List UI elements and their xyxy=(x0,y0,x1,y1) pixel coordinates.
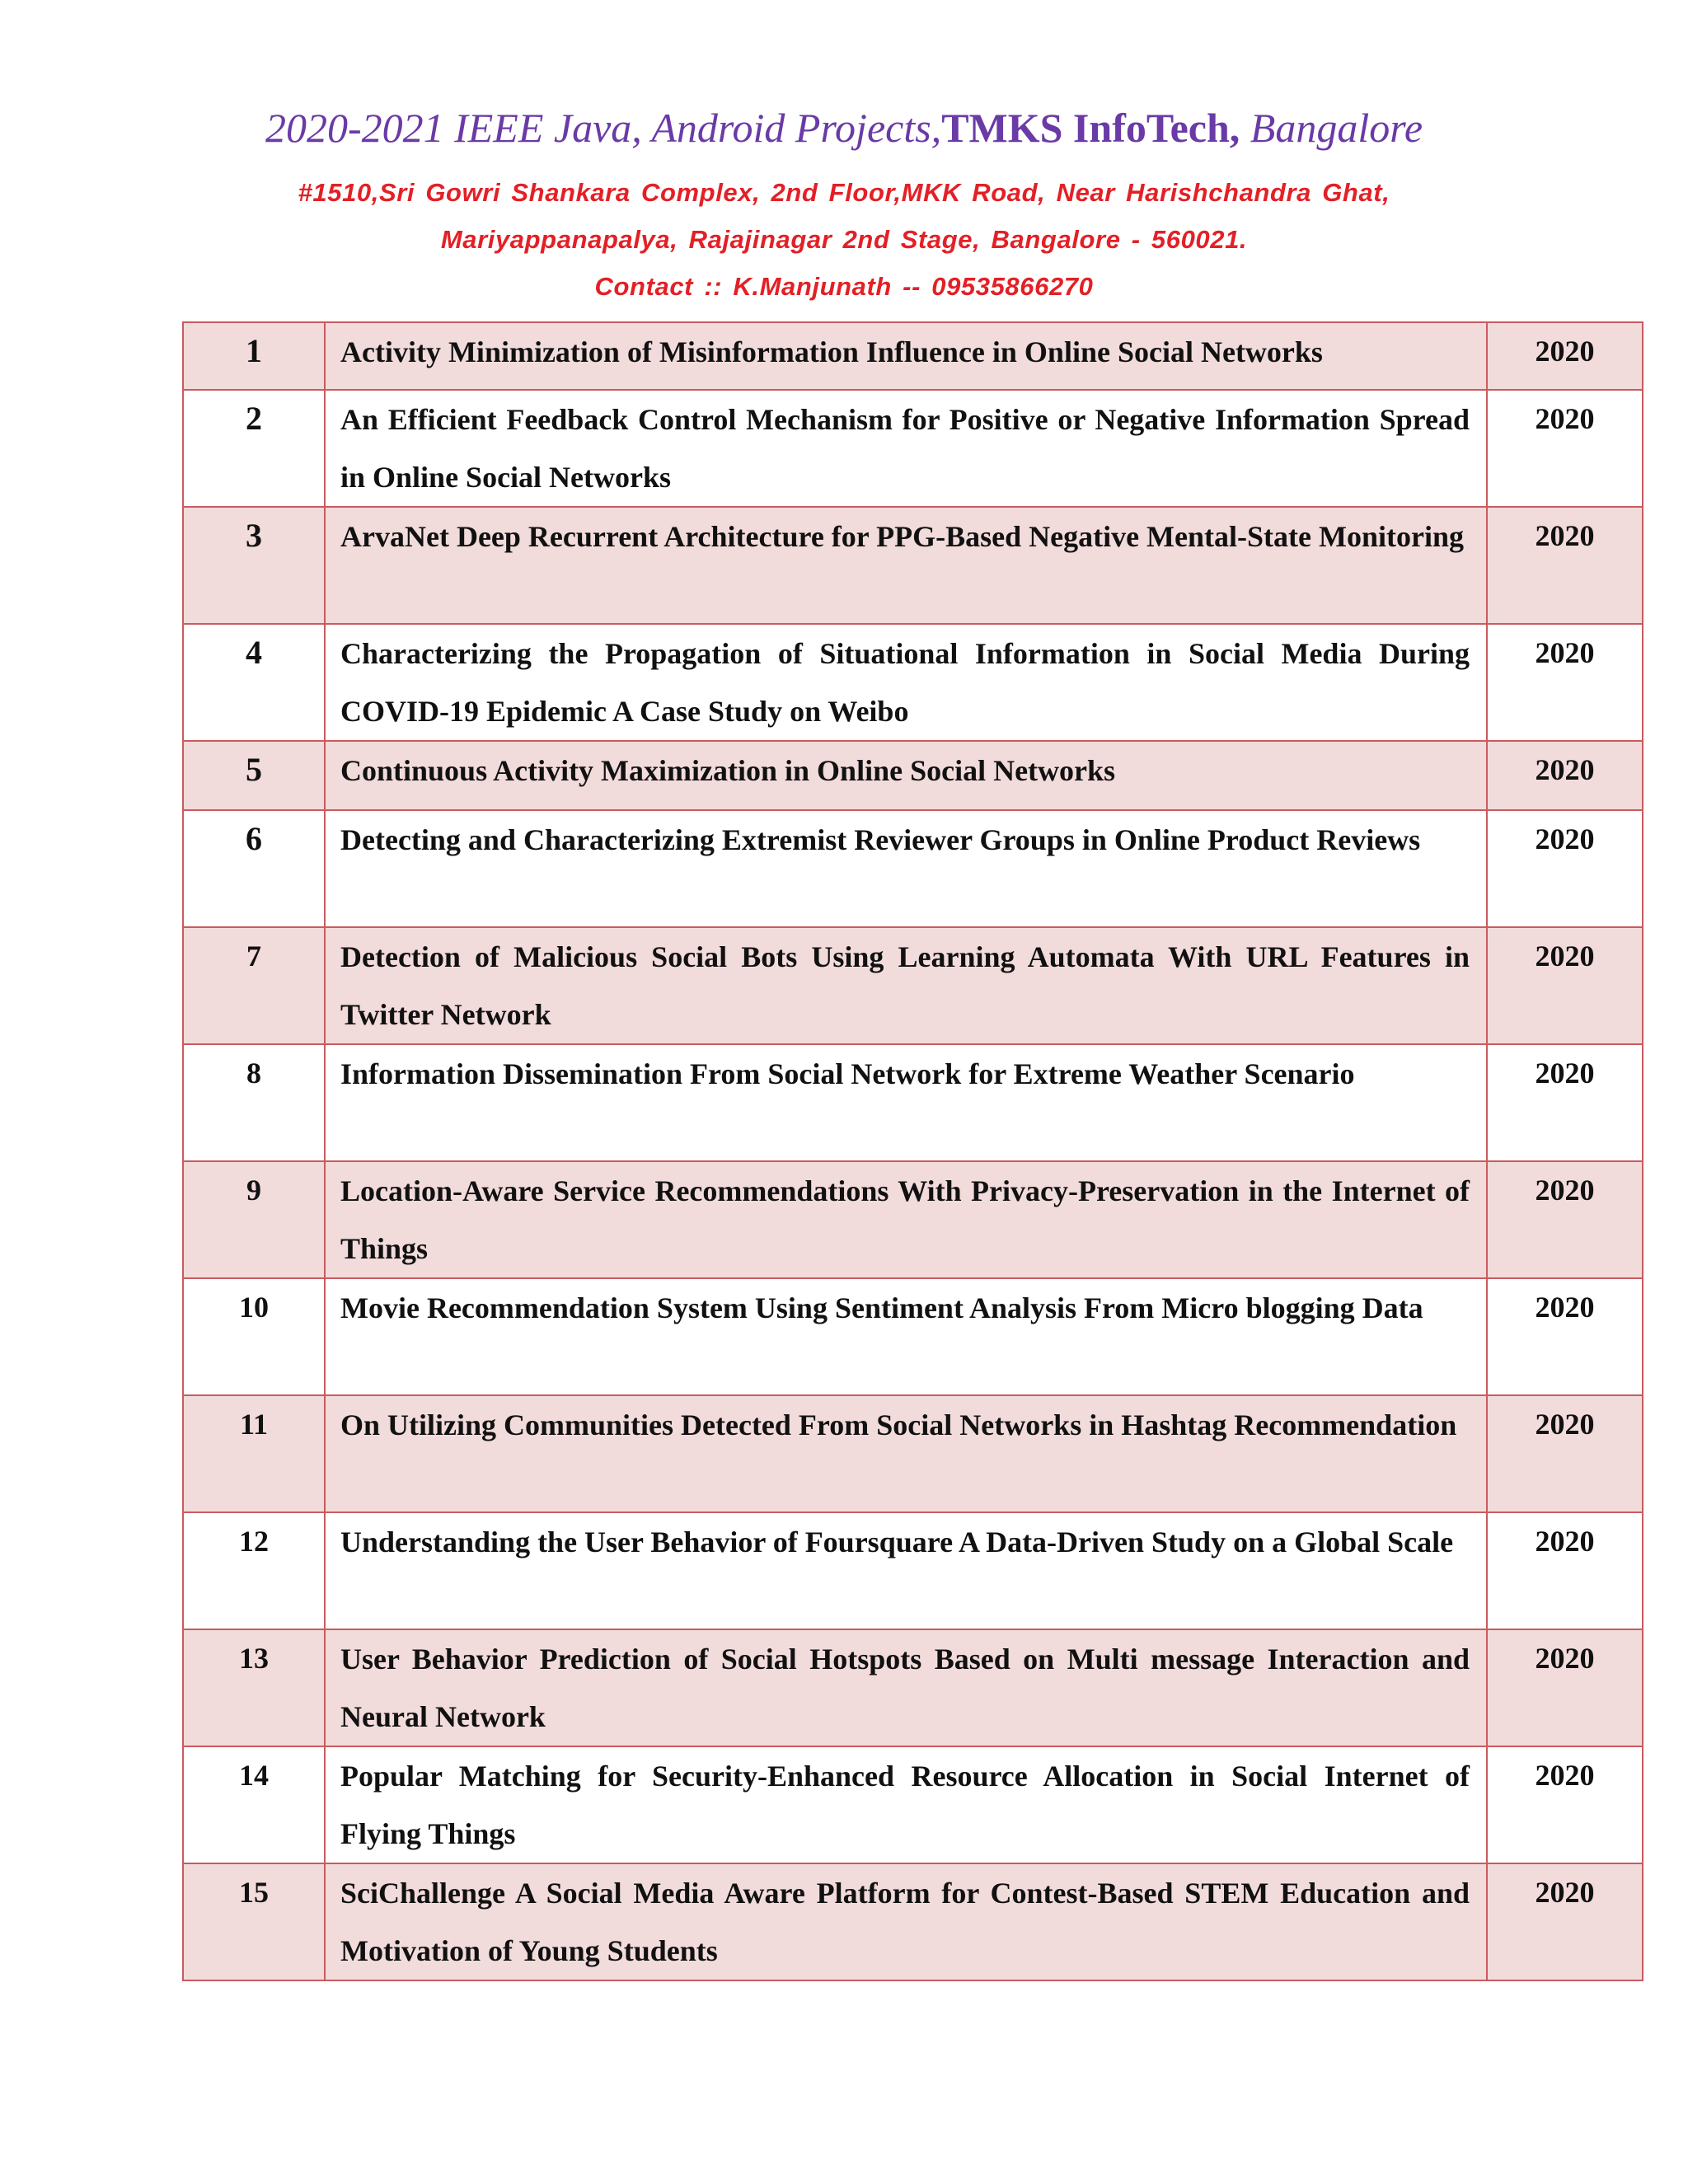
address-line-2: Mariyappanapalya, Rajajinagar 2nd Stage, Bangalore - 560021. xyxy=(440,225,1248,254)
row-number: 6 xyxy=(183,810,325,927)
row-number: 9 xyxy=(183,1161,325,1278)
table-row xyxy=(183,507,1643,624)
project-title: Characterizing the Propagation of Situational Information in Social Media During COVID-19 Epidemic A Case Study on Weibo xyxy=(325,624,1487,741)
project-title: User Behavior Prediction of Social Hotspots Based on Multi message Interaction and Neural Network xyxy=(325,1629,1487,1746)
row-number: 3 xyxy=(183,507,325,624)
contact-line: Contact :: K.Manjunath -- 09535866270 xyxy=(594,272,1094,301)
project-year: 2020 xyxy=(1487,741,1643,810)
project-year: 2020 xyxy=(1487,1629,1643,1746)
project-year: 2020 xyxy=(1487,507,1643,624)
row-number: 7 xyxy=(183,927,325,1044)
table-row xyxy=(183,1629,1643,1746)
project-title: Activity Minimization of Misinformation Influence in Online Social Networks xyxy=(325,322,1487,390)
project-year: 2020 xyxy=(1487,1161,1643,1278)
table-row xyxy=(183,741,1643,810)
title-part-1: 2020-2021 IEEE Java, Android Projects, xyxy=(265,105,942,151)
project-title: Detection of Malicious Social Bots Using Learning Automata With URL Features in Twitter Network xyxy=(325,927,1487,1044)
page-title xyxy=(0,99,1688,157)
project-title: Movie Recommendation System Using Sentiment Analysis From Micro blogging Data xyxy=(325,1278,1487,1395)
table-row xyxy=(183,1746,1643,1863)
project-title: On Utilizing Communities Detected From Social Networks in Hashtag Recommendation xyxy=(325,1395,1487,1512)
table-row xyxy=(183,1044,1643,1161)
project-title: Information Dissemination From Social Network for Extreme Weather Scenario xyxy=(325,1044,1487,1161)
address-line-1: #1510,Sri Gowri Shankara Complex, 2nd Floor,MKK Road, Near Harishchandra Ghat, xyxy=(298,178,1390,207)
project-title: An Efficient Feedback Control Mechanism for Positive or Negative Information Spread in Online Social Networks xyxy=(325,390,1487,507)
row-number: 4 xyxy=(183,624,325,741)
project-title: Popular Matching for Security-Enhanced Resource Allocation in Social Internet of Flying Things xyxy=(325,1746,1487,1863)
table-row xyxy=(183,1278,1643,1395)
table-row xyxy=(183,927,1643,1044)
row-number: 12 xyxy=(183,1512,325,1629)
row-number: 15 xyxy=(183,1863,325,1980)
project-title: ArvaNet Deep Recurrent Architecture for PPG-Based Negative Mental-State Monitoring xyxy=(325,507,1487,624)
project-title: Understanding the User Behavior of Foursquare A Data-Driven Study on a Global Scale xyxy=(325,1512,1487,1629)
project-year: 2020 xyxy=(1487,810,1643,927)
project-title: Continuous Activity Maximization in Online Social Networks xyxy=(325,741,1487,810)
row-number: 10 xyxy=(183,1278,325,1395)
row-number: 5 xyxy=(183,741,325,810)
table-row xyxy=(183,390,1643,507)
row-number: 2 xyxy=(183,390,325,507)
project-year: 2020 xyxy=(1487,1746,1643,1863)
project-year: 2020 xyxy=(1487,322,1643,390)
project-year: 2020 xyxy=(1487,624,1643,741)
row-number: 11 xyxy=(183,1395,325,1512)
row-number: 1 xyxy=(183,322,325,390)
project-title: Detecting and Characterizing Extremist Reviewer Groups in Online Product Reviews xyxy=(325,810,1487,927)
table-row xyxy=(183,1395,1643,1512)
project-year: 2020 xyxy=(1487,1278,1643,1395)
project-year: 2020 xyxy=(1487,1863,1643,1980)
project-year: 2020 xyxy=(1487,390,1643,507)
row-number: 14 xyxy=(183,1746,325,1863)
project-title: Location-Aware Service Recommendations With Privacy-Preservation in the Internet of Things xyxy=(325,1161,1487,1278)
row-number: 13 xyxy=(183,1629,325,1746)
row-number: 8 xyxy=(183,1044,325,1161)
table-row xyxy=(183,322,1643,390)
project-year: 2020 xyxy=(1487,1044,1643,1161)
project-title: SciChallenge A Social Media Aware Platform for Contest-Based STEM Education and Motivation of Young Students xyxy=(325,1863,1487,1980)
title-part-2: Bangalore xyxy=(1240,105,1423,151)
table-row xyxy=(183,1161,1643,1278)
table-row xyxy=(183,810,1643,927)
company-name: TMKS InfoTech, xyxy=(941,105,1240,151)
page-header xyxy=(0,99,1688,302)
project-year: 2020 xyxy=(1487,1512,1643,1629)
table-row xyxy=(183,1512,1643,1629)
table-row xyxy=(183,624,1643,741)
project-year: 2020 xyxy=(1487,927,1643,1044)
projects-table xyxy=(182,321,1643,1981)
project-year: 2020 xyxy=(1487,1395,1643,1512)
table-row xyxy=(183,1863,1643,1980)
